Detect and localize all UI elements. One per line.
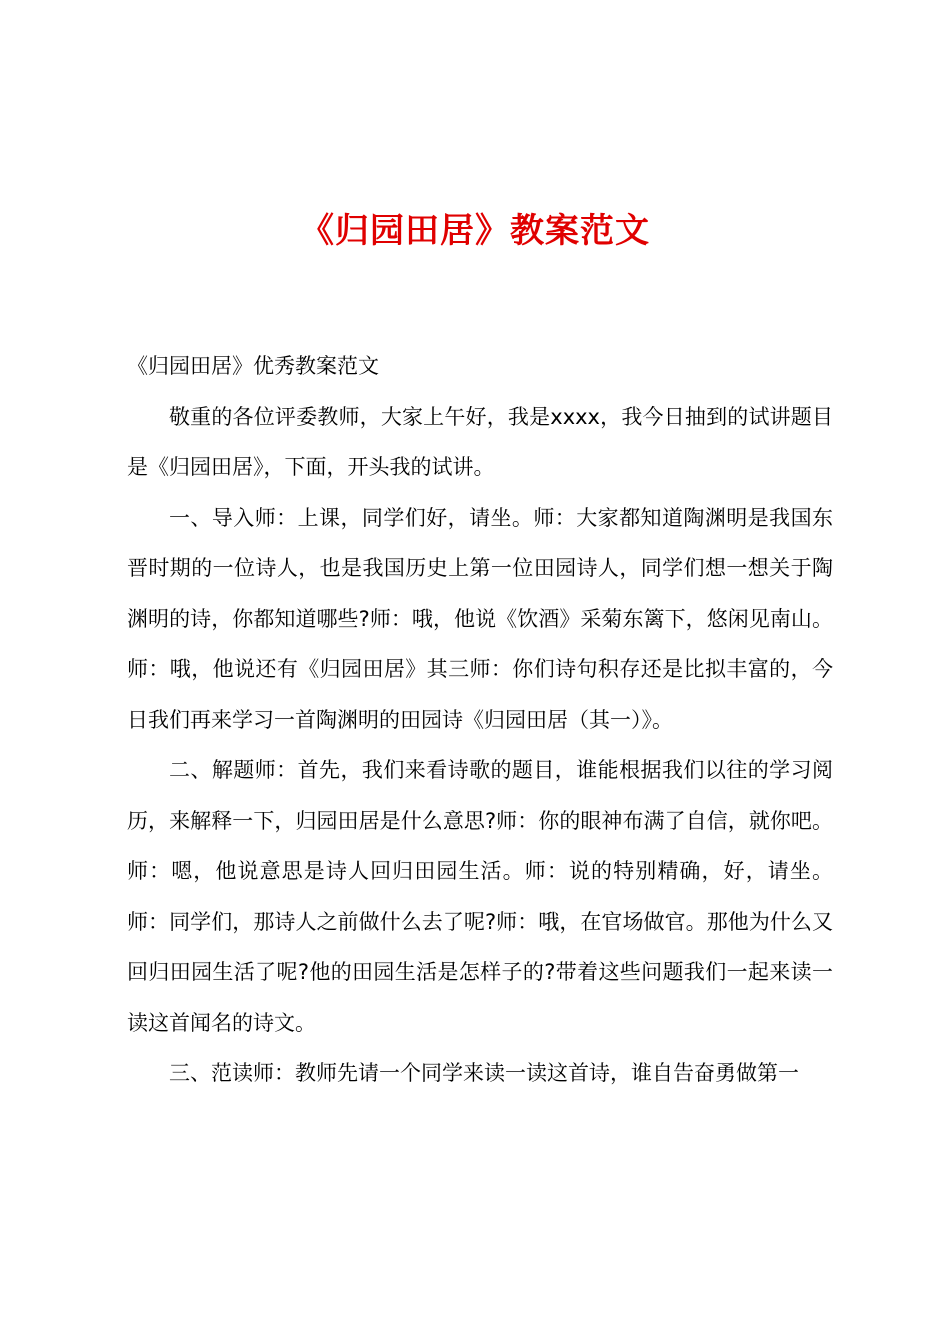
document-subtitle: 《归园田居》优秀教案范文 bbox=[127, 354, 379, 378]
document-body bbox=[127, 341, 833, 1099]
paragraph-section-1: 一、导入师：上课，同学们好，请坐。师：大家都知道陶渊明是我国东晋时期的一位诗人，也是我国历史上第一位田园诗人，同学们想一想关于陶渊明的诗，你都知道哪些?师：哦，他说《饮酒》采菊东篱下，悠闲见南山。师：哦，他说还有《归园田居》其三师：你们诗句积存还是比拟丰富的，今日我们再来学习一首陶渊明的田园诗《归园田居（其一）》。 bbox=[127, 505, 833, 732]
paragraph-intro: 敬重的各位评委教师，大家上午好，我是xxxx，我今日抽到的试讲题目是《归园田居》，下面，开头我的试讲。 bbox=[127, 404, 833, 479]
paragraph-section-3: 三、范读师：教师先请一个同学来读一读这首诗，谁自告奋勇做第一 bbox=[169, 1061, 799, 1085]
document-title: 《归园田居》教案范文 bbox=[300, 211, 650, 251]
paragraph-section-2: 二、解题师：首先，我们来看诗歌的题目，谁能根据我们以往的学习阅历，来解释一下，归园田居是什么意思?师：你的眼神布满了自信，就你吧。师：嗯，他说意思是诗人回归田园生活。师：说的特别精确，好，请坐。师：同学们，那诗人之前做什么去了呢?师：哦，在官场做官。那他为什么又回归田园生活了呢?他的田园生活是怎样子的?带着这些问题我们一起来读一读这首闻名的诗文。 bbox=[127, 758, 833, 1035]
